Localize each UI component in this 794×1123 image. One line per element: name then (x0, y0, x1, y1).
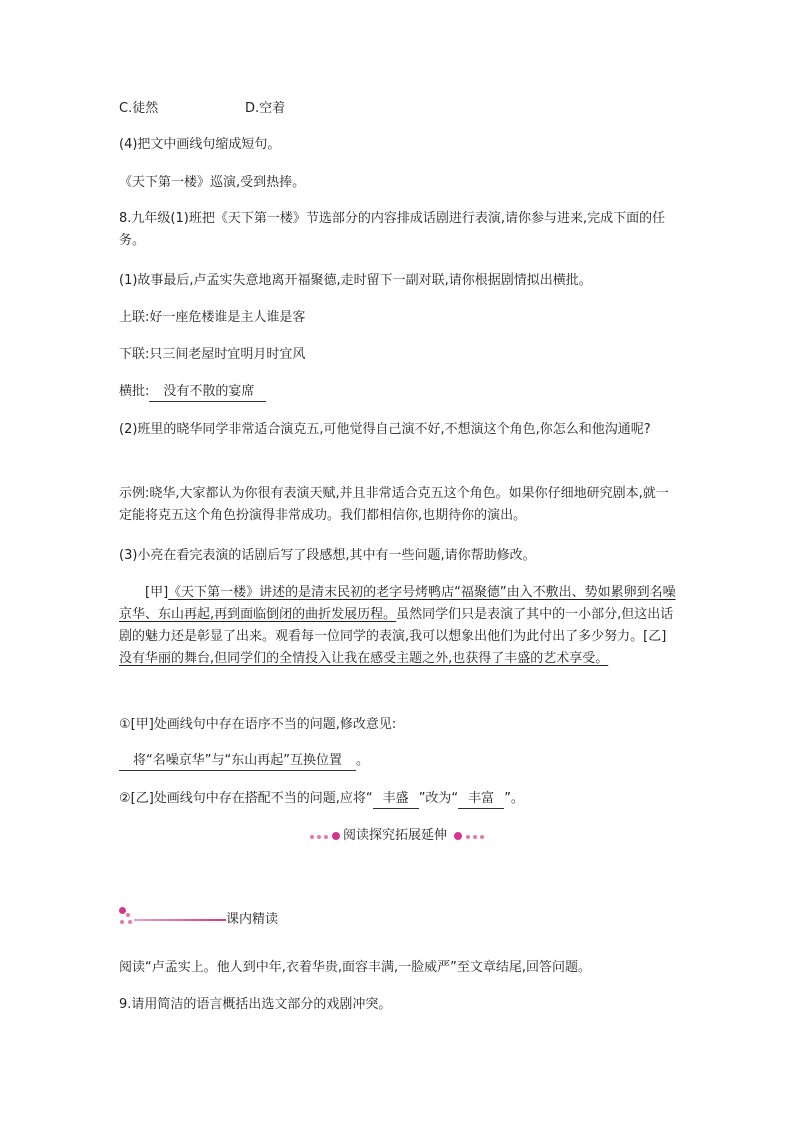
header-dot-icon (126, 913, 130, 917)
correction-2-middle: ”改为“ (418, 791, 459, 806)
correction-2-end: ”。 (504, 791, 524, 806)
horizontal-scroll-label: 横批: (119, 384, 150, 399)
dot-decoration-right (480, 835, 484, 839)
question-8-1: (1)故事最后,卢孟实失意地离开福聚德,走时留下一副对联,请你根据剧情拟出横批。 (119, 273, 592, 288)
option-c: C.徒然 (119, 101, 159, 116)
question-9: 9.请用简洁的语言概括出选文部分的戏剧冲突。 (119, 997, 392, 1012)
question-8-3: (3)小亮在看完表演的话剧后写了段感想,其中有一些问题,请你帮助修改。 (119, 548, 536, 563)
options-row (119, 98, 679, 120)
reading-instruction: 阅读“卢孟实上。他人到中年,衣着华贵,面容丰满,一脸威严”至文章结尾,回答问题。 (119, 960, 591, 975)
example-answer: 示例:晓华,大家都认为你很有表演天赋,并且非常适合克五这个角色。如果你仔细地研究剧本,就一定能将克五这个角色扮演得非常成功。我们都相信你,也期待你的演出。 (119, 486, 669, 523)
label-jia: [甲] (145, 585, 169, 600)
option-d: D.空着 (245, 101, 286, 116)
correction-2-answer-1: 丰盛 (373, 790, 419, 809)
section-title: 阅读探究拓展延伸 (343, 828, 448, 843)
question-4: (4)把文中画线句缩成短句。 (119, 137, 281, 152)
header-underline (134, 919, 226, 921)
header-dot-icon (119, 907, 126, 914)
label-yi: [乙] (643, 629, 667, 644)
header-dot-icon (120, 920, 124, 924)
dot-decoration-right-big (454, 832, 462, 840)
question-8-2: (2)班里的晓华同学非常适合演克五,可他觉得自己演不好,不想演这个角色,你怎么和他沟通呢? (119, 422, 651, 437)
correction-1-answer: 将“名噪京华”与“东山再起”互换位置 (119, 752, 356, 771)
correction-1-question: ①[甲]处画线句中存在语序不当的问题,修改意见: (119, 717, 397, 732)
correction-1-answer-row (119, 750, 679, 772)
answer-4: 《天下第一楼》巡演,受到热捧。 (119, 175, 306, 190)
dot-decoration-right (466, 835, 470, 839)
dot-decoration-left (324, 835, 328, 839)
horizontal-scroll-row (119, 381, 679, 403)
section-divider (0, 826, 794, 846)
correction-1-end: 。 (355, 753, 369, 768)
correction-2-prefix: ②[乙]处画线句中存在搭配不当的问题,应将“ (119, 791, 373, 806)
middle-sentences: 虽然同学们只是表演了其中的一小部分,但这出话剧的魅力还是彰显了出来。观看每一位同学的表演,我可以想象出他们为此付出了多少努力。 (119, 607, 674, 644)
subsection-header (114, 902, 314, 928)
couplet-upper: 上联:好一座危楼谁是主人谁是客 (119, 310, 306, 325)
underlined-sentence-jia: 《天下第一楼》讲述的是清末民初的老字号烤鸭店“福聚德”由入不敷出、势如累卵到名噪京华、东山再起,再到面临倒闭的曲折发展历程。 (119, 585, 676, 622)
correction-2-row (119, 788, 679, 810)
couplet-lower: 下联:只三间老屋时宜明月时宜风 (119, 347, 306, 362)
subsection-title: 课内精读 (226, 912, 279, 927)
correction-2-answer-2: 丰富 (458, 790, 504, 809)
underlined-sentence-yi: 没有华丽的舞台,但同学们的全情投入让我在感受主题之外,也获得了丰盛的艺术享受。 (119, 651, 609, 666)
horizontal-scroll-answer: 没有不散的宴席 (149, 383, 266, 402)
question-8: 8.九年级(1)班把《天下第一楼》节选部分的内容排成话剧进行表演,请你参与进来,完成下面的任务。 (119, 211, 666, 248)
dot-decoration-left (310, 835, 314, 839)
header-dot-icon (128, 920, 132, 924)
dot-decoration-right (473, 835, 477, 839)
reflection-paragraph (119, 582, 679, 670)
dot-decoration-left-big (332, 832, 340, 840)
dot-decoration-left (317, 835, 321, 839)
